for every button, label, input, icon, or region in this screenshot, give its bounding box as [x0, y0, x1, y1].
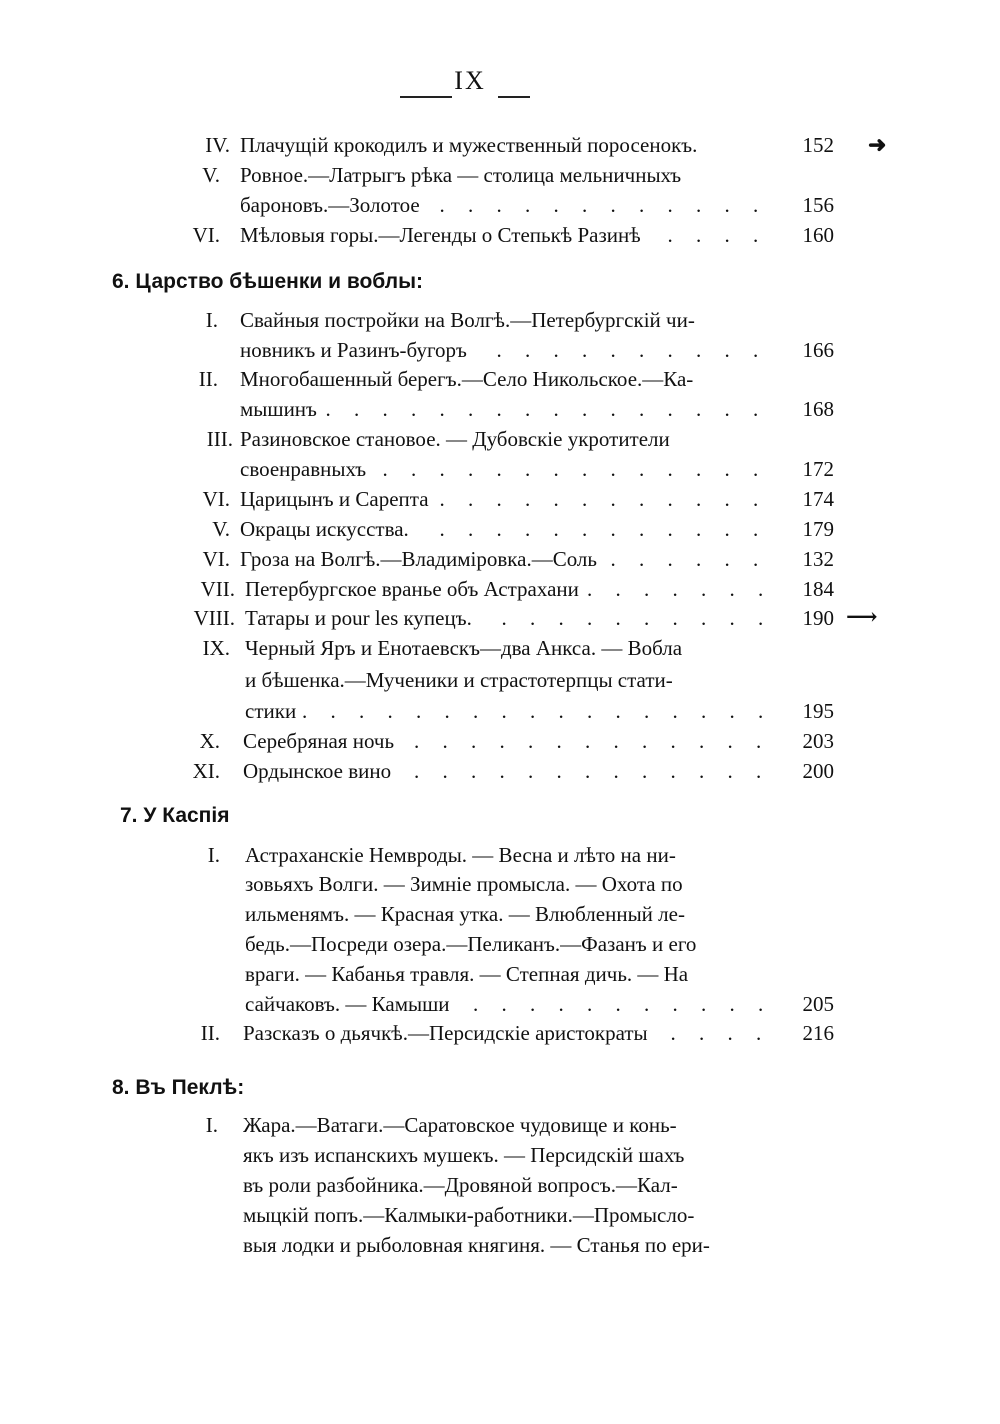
entry-page: 132 [802, 547, 834, 571]
entry-page: 152 [802, 133, 834, 157]
toc-entry [0, 484, 1000, 514]
entry-page: 190 [802, 606, 834, 630]
toc-entry-continued [0, 929, 1000, 959]
entry-number: IX. [202, 636, 230, 660]
entry-page: 216 [802, 1021, 834, 1045]
toc-entry-continued [0, 696, 1000, 726]
margin-arrow-icon: ➜ [868, 132, 887, 157]
entry-title: мыцкій попъ.—Калмыки-работники.—Промысло- [243, 1200, 773, 1230]
entry-page: 160 [802, 223, 834, 247]
entry-page: 156 [802, 193, 834, 217]
entry-number: XI. [192, 759, 220, 783]
entry-number: X. [199, 729, 220, 753]
entry-title: Гроза на Волгѣ.—Владиміровка.—Соль . . . [240, 544, 770, 574]
entry-title: бедь.—Посреди озера.—Пеликанъ.—Фазанъ и его [245, 929, 775, 959]
entry-page: 184 [802, 577, 834, 601]
toc-entry [0, 305, 1000, 335]
entry-number: VII. [200, 577, 235, 601]
entry-number: I. [205, 1113, 218, 1137]
toc-entry [0, 160, 1000, 190]
toc-entry [0, 130, 1000, 160]
toc-entry-continued [0, 959, 1000, 989]
entry-title: якъ изъ испанскихъ мушекъ. — Персидскій шахъ [243, 1140, 773, 1170]
toc-entry-continued [0, 1200, 1000, 1230]
toc-entry [0, 424, 1000, 454]
toc-entry [0, 840, 1000, 870]
entry-title: въ роли разбойника.—Дровяной вопросъ.—Кал- [243, 1170, 773, 1200]
entry-title: зовьяхъ Волги. — Зимніе промысла. — Охота по [245, 869, 775, 899]
toc-entry-continued [0, 1140, 1000, 1170]
toc-entry [0, 726, 1000, 756]
entry-title: враги. — Кабанья травля. — Степная дичь. — На [245, 959, 775, 989]
entry-number: VI. [192, 223, 220, 247]
entry-title: и бѣшенка.—Мученики и страстотерпцы стати- [245, 665, 785, 695]
toc-entry-continued [0, 1170, 1000, 1200]
section-title-6: 6. Царство бѣшенки и воблы: [112, 270, 424, 293]
entry-title: Жара.—Ватаги.—Саратовское чудовище и конь- [243, 1110, 773, 1140]
toc-entry-continued [0, 394, 1000, 424]
toc-entry-continued [0, 190, 1000, 220]
entry-title: Свайныя постройки на Волгѣ.—Петербургскій чи- [240, 305, 780, 335]
entry-title: бароновъ.—Золотое . . . [240, 190, 770, 220]
entry-number: VI. [202, 487, 230, 511]
page-header [400, 66, 540, 106]
entry-page: 203 [802, 729, 834, 753]
entry-title: Царицынъ и Сарепта . . . [240, 484, 770, 514]
entry-title: Ордынское вино . . . [243, 756, 770, 786]
margin-arrow-icon: ⟶ [846, 604, 878, 629]
entry-title: ильменямъ. — Красная утка. — Влюбленный ле- [245, 899, 775, 929]
toc-entry-continued [0, 665, 1000, 695]
entry-title: Черный Яръ и Енотаевскъ—два Анкса. — Вобла [245, 633, 785, 663]
entry-number: V. [212, 517, 230, 541]
toc-entry-continued [0, 454, 1000, 484]
header-rule-left [400, 96, 452, 98]
toc-entry [0, 633, 1000, 663]
entry-page: 174 [802, 487, 834, 511]
entry-title: Разсказъ о дьячкѣ.—Персидскіе аристократы . . . [243, 1018, 770, 1048]
entry-number: II. [198, 367, 218, 391]
header-rule-right [498, 96, 530, 98]
toc-entry [0, 514, 1000, 544]
entry-title: мышинъ . . . [240, 394, 770, 424]
entry-page: 172 [802, 457, 834, 481]
entry-number: II. [200, 1021, 220, 1045]
toc-entry [0, 220, 1000, 250]
toc-entry [0, 1018, 1000, 1048]
entry-title: Мѣловыя горы.—Легенды о Степькѣ Разинѣ . . . [240, 220, 770, 250]
toc-entry-continued [0, 335, 1000, 365]
entry-title: Серебряная ночь . . . [243, 726, 770, 756]
entry-title: Окрацы искусства. . . . [240, 514, 770, 544]
toc-entry-continued [0, 899, 1000, 929]
entry-title: новникъ и Разинъ-бугоръ . . . [240, 335, 770, 365]
section-title-8: 8. Въ Пеклѣ: [112, 1076, 245, 1099]
entry-page: 195 [802, 699, 834, 723]
entry-title: выя лодки и рыболовная княгиня. — Станья по ери- [243, 1230, 773, 1260]
entry-title: своенравныхъ . . . [240, 454, 770, 484]
entry-number: VIII. [193, 606, 235, 630]
entry-title: Астраханскіе Немвроды. — Весна и лѣто на ни- [245, 840, 775, 870]
entry-number: I. [207, 843, 220, 867]
toc-entry-continued [0, 1230, 1000, 1260]
entry-title: стики . . . [245, 696, 770, 726]
entry-page: 200 [802, 759, 834, 783]
entry-number: IV. [205, 133, 230, 157]
section-title-7: 7. У Каспія [120, 804, 230, 827]
entry-title: Татары и pour les купецъ. . . . [245, 603, 770, 633]
entry-title: сайчаковъ. — Камыши . . . [245, 989, 770, 1019]
entry-page: 205 [802, 992, 834, 1016]
entry-number: III. [206, 427, 233, 451]
toc-entry-continued [0, 989, 1000, 1019]
entry-page: 166 [802, 338, 834, 362]
entry-title: Разиновское становое. — Дубовскіе укротители [240, 424, 785, 454]
entry-page: 168 [802, 397, 834, 421]
entry-title: Многобашенный берегъ.—Село Никольское.—Ка- [240, 364, 780, 394]
entry-number: I. [205, 308, 218, 332]
entry-number: V. [202, 163, 220, 187]
entry-page: 179 [802, 517, 834, 541]
entry-title: Петербургское вранье объ Астрахани . . . [245, 574, 770, 604]
toc-entry [0, 544, 1000, 574]
toc-entry [0, 364, 1000, 394]
entry-title: Плачущій крокодилъ и мужественный поросенокъ. [240, 130, 785, 160]
toc-entry [0, 1110, 1000, 1140]
page-header-number: IX [454, 66, 486, 95]
toc-entry [0, 756, 1000, 786]
entry-title: Ровное.—Латрыгъ рѣка — столица мельничныхъ [240, 160, 785, 190]
toc-entry [0, 574, 1000, 604]
entry-number: VI. [202, 547, 230, 571]
toc-entry-continued [0, 869, 1000, 899]
